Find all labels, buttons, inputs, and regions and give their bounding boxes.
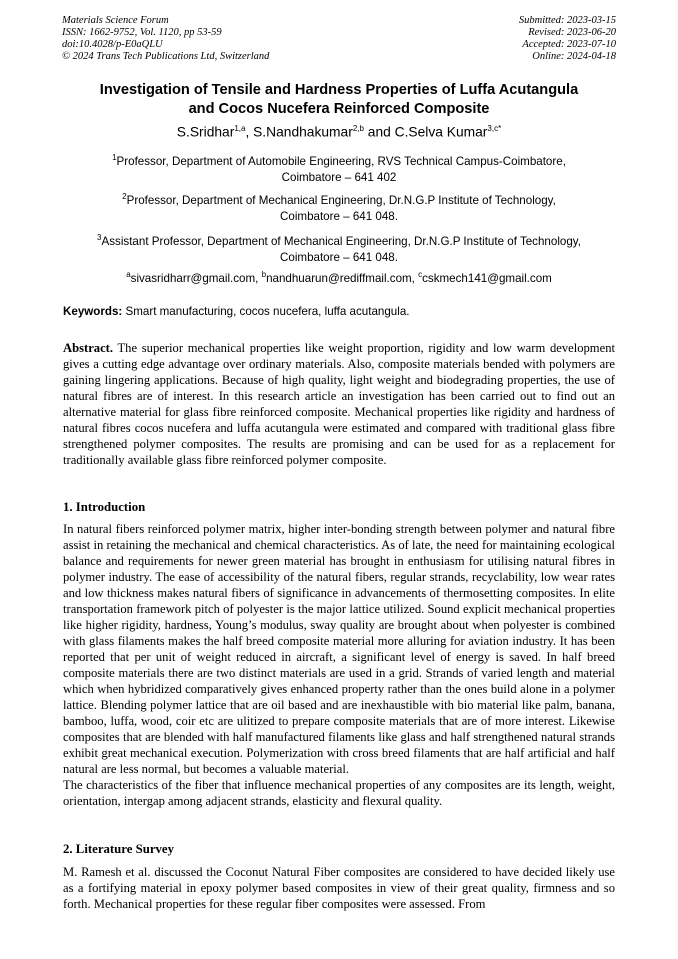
affiliation-text: Assistant Professor, Department of Mechanical Engineering, Dr.N.G.P Institute of Technology, xyxy=(101,234,581,248)
author-3-affil: 3,c* xyxy=(487,124,502,133)
issn: ISSN: 1662-9752, Vol. 1120, pp 53-59 xyxy=(62,27,222,38)
keywords-label: Keywords: xyxy=(63,305,123,318)
affiliation-city: Coimbatore – 641 048. xyxy=(280,209,398,223)
title-line-1: Investigation of Tensile and Hardness Properties of Luffa Acutangula xyxy=(99,82,579,98)
paragraph: In natural fibers reinforced polymer matrix, higher inter-bonding strength between polymer and natural fibre assist in retaining the mechanical and chemical characteristics. As of late, the need for maintaining ecological balance and requirements for newer green material has brought in enthusiasm for utilising natural fibres in polymer industry. The ease of accessibility of the natural fibers, regular strands, recyclability, low wear rates and low thickness makes natural fibers of significance in advancements of thermosetting composites. In elite transportation framework pitch of polyester is the major lattice utilized. Sound explicit mechanical properties like higher rigidity, hardness, Young’s modulus, sway quality are brought about when polyester is combined with glass filaments makes the half breed composite material more alluring for aviation industry. It has been reported that per unit of weight reduced in aircraft, a significant level of energy is saved. In half breed composite materials there are two distinct materials are used in a grid. Strands of varied length and material which when hybridized comparatively gives enhanced property rather than the ones build alone in a polymer lattice. Blending polymer lattice that are oil based and are inexhaustible with bio material like palm, banana, bamboo, luffa, wood, coir etc are ulitized to prepare composite materials that are of more interest. Likewise composites that are blended with half manufactured filaments like glass and half strengthened natural strands exhibit great mechanical execution. Polymerization with cross breed filaments that are half artificial and half natural are less normal, but becomes a valuable material. xyxy=(63,522,615,776)
accepted-date: Accepted: 2023-07-10 xyxy=(522,39,616,50)
email-b: nandhuarun@rediffmail.com, xyxy=(266,271,419,285)
paragraph: M. Ramesh et al. discussed the Coconut Natural Fiber composites are considered to have decided likely use as a fortifying material in epoxy polymer based composites in view of their great quality, firmness and so forth. Mechanical properties for these regular fiber composites were assessed. From xyxy=(63,865,615,911)
copyright: © 2024 Trans Tech Publications Ltd, Switzerland xyxy=(62,51,270,62)
email-marker: c xyxy=(418,270,423,279)
literature-body xyxy=(63,864,615,912)
paper-title xyxy=(40,81,638,118)
author-list xyxy=(40,124,638,140)
email-a: sivasridharr@gmail.com, xyxy=(130,271,262,285)
author-2: S.Nandhakumar xyxy=(253,124,353,140)
affiliation-3 xyxy=(60,230,618,266)
abstract-label: Abstract. xyxy=(63,341,114,355)
abstract-text: The superior mechanical properties like weight proportion, rigidity and low warm development gives a cutting edge advantage over ordinary materials. Also, composite materials bended with polymers are gaining lingering applications. Because of high quality, light weight and biodegrading properties, the use of natural fibres are of interest. In this research article an investigation has been carried out to find out an alternative material for glass fibre reinforced composite. Mechanical properties like rigidity and hardness of natural fibres cocos nucefera and luffa acutangula were estimated and compared with traditional glass fibre strengthened polymer composites. The results are promising and can be used for as a replacement for traditionally available glass fibre reinforced polymer composite. xyxy=(63,341,615,467)
affiliation-city: Coimbatore – 641 048. xyxy=(280,250,398,264)
email-marker: b xyxy=(261,270,267,279)
journal-name: Materials Science Forum xyxy=(62,15,169,26)
author-separator: , xyxy=(245,124,254,140)
introduction-body xyxy=(63,521,615,809)
affiliation-marker: 2 xyxy=(122,192,127,201)
email-c: cskmech141@gmail.com xyxy=(422,271,552,285)
affiliation-marker: 1 xyxy=(112,153,117,162)
keywords xyxy=(63,305,615,318)
author-separator: and xyxy=(363,124,395,140)
author-1-affil: 1,a xyxy=(234,124,246,133)
section-heading-introduction: 1. Introduction xyxy=(63,500,146,514)
author-3: C.Selva Kumar xyxy=(394,124,488,140)
author-1: S.Sridhar xyxy=(176,124,235,140)
revised-date: Revised: 2023-06-20 xyxy=(528,27,616,38)
keywords-text: Smart manufacturing, cocos nucefera, luffa acutangula. xyxy=(122,305,410,318)
submitted-date: Submitted: 2023-03-15 xyxy=(518,15,616,26)
paragraph: The characteristics of the fiber that influence mechanical properties of any composites are its length, weight, orientation, intergap among adjacent strands, elasticity and flexural quality. xyxy=(63,778,615,808)
affiliation-marker: 3 xyxy=(97,233,102,242)
affiliation-city: Coimbatore – 641 402 xyxy=(281,170,397,184)
section-heading-literature: 2. Literature Survey xyxy=(63,842,175,856)
journal-info xyxy=(62,15,269,63)
affiliation-2 xyxy=(60,189,618,225)
affiliation-text: Professor, Department of Automobile Engineering, RVS Technical Campus-Coimbatore, xyxy=(116,154,566,168)
affiliation-text: Professor, Department of Mechanical Engineering, Dr.N.G.P Institute of Technology, xyxy=(126,193,556,207)
author-emails xyxy=(40,270,638,285)
author-2-affil: 2,b xyxy=(352,124,364,133)
online-date: Online: 2024-04-18 xyxy=(532,51,616,62)
affiliation-1 xyxy=(60,150,618,186)
title-line-2: and Cocos Nucefera Reinforced Composite xyxy=(188,100,490,117)
abstract xyxy=(63,340,615,468)
doi: doi:10.4028/p-E0aQLU xyxy=(62,39,163,50)
email-marker: a xyxy=(126,270,131,279)
publication-dates xyxy=(519,15,616,63)
